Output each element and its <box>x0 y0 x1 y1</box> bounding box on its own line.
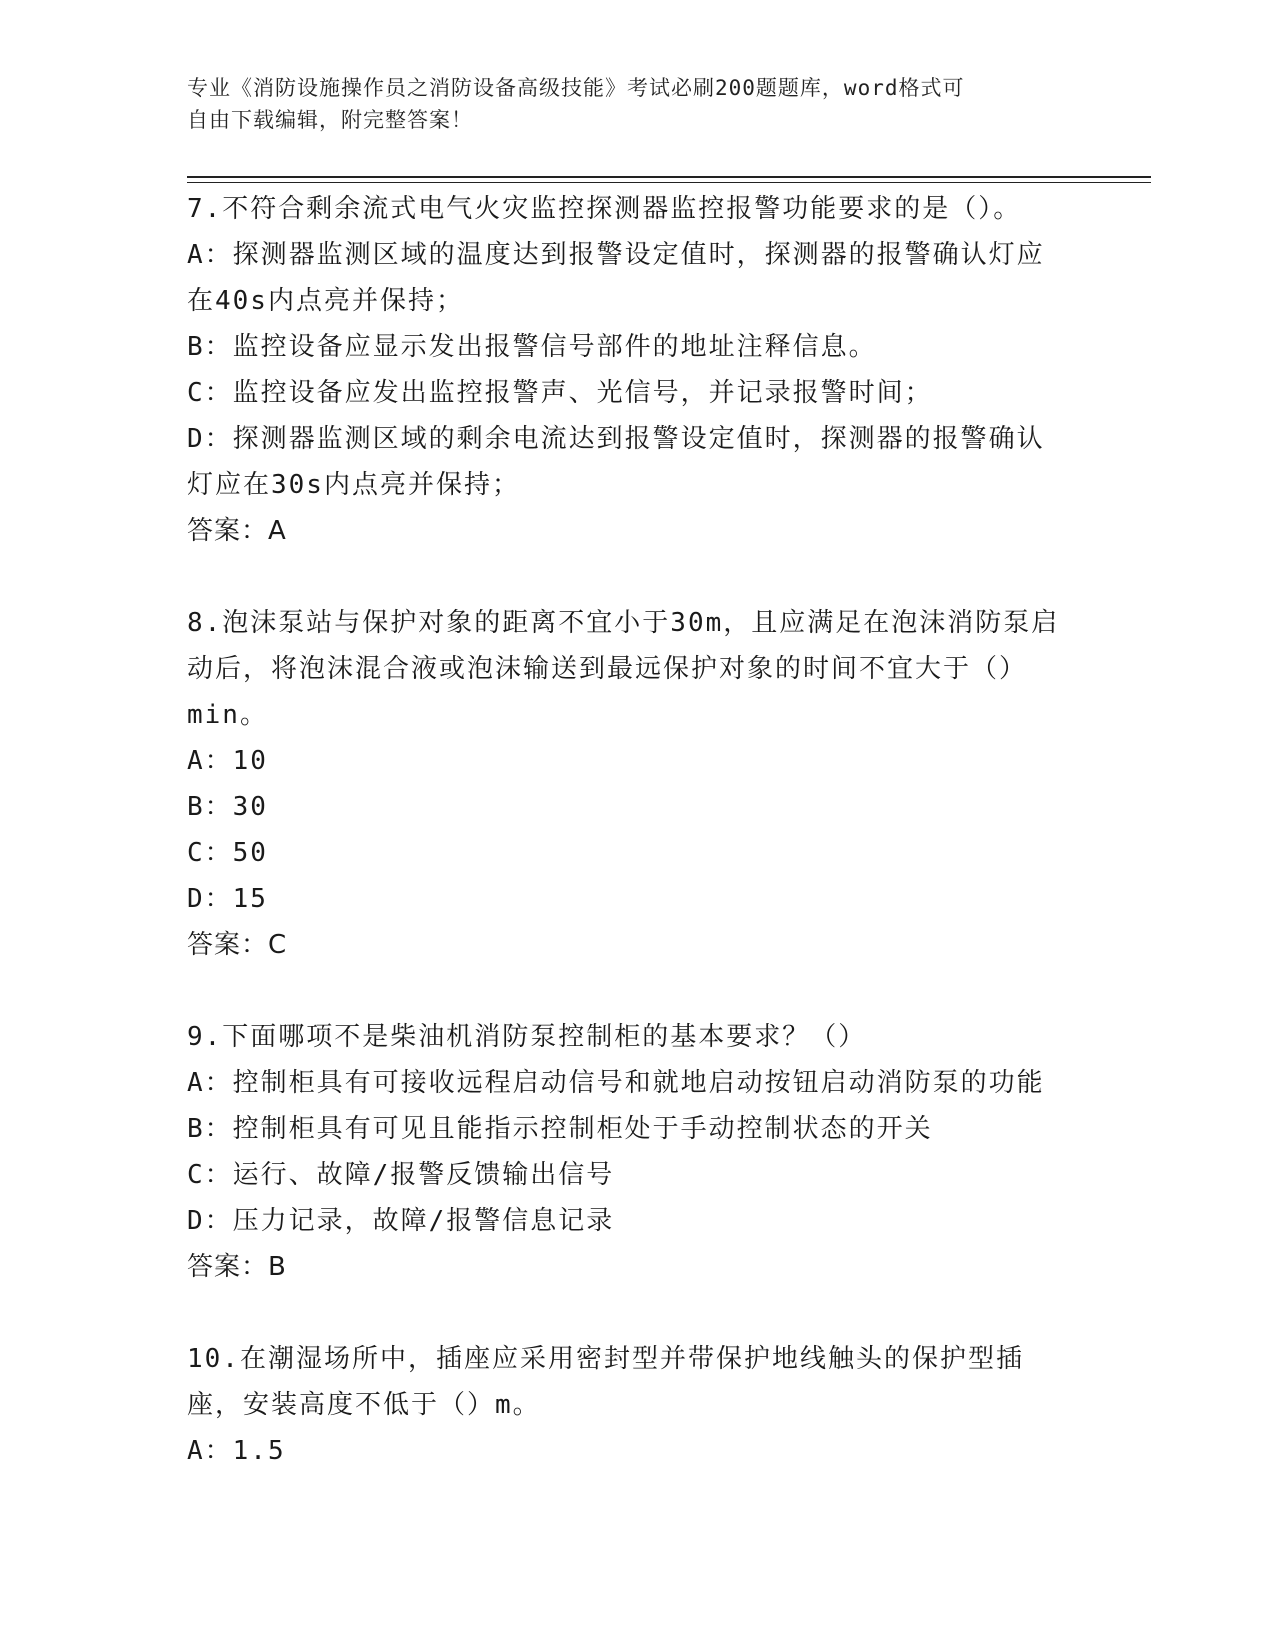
option-c: C：50 <box>187 838 268 868</box>
option-b: B：监控设备应显示发出报警信号部件的地址注释信息。 <box>187 332 877 362</box>
option-d: D：15 <box>187 884 268 914</box>
header-divider-thin <box>187 182 1151 183</box>
option-b: B：控制柜具有可见且能指示控制柜处于手动控制状态的开关 <box>187 1114 933 1144</box>
option-b: B：30 <box>187 792 268 822</box>
question-9 <box>187 1014 1067 1290</box>
option-c: C：监控设备应发出监控报警声、光信号，并记录报警时间； <box>187 378 933 408</box>
option-d: D：压力记录，故障/报警信息记录 <box>187 1206 615 1236</box>
question-text: 7.不符合剩余流式电气火灾监控探测器监控报警功能要求的是（）。 <box>187 194 1022 224</box>
answer: 答案：B <box>187 1252 287 1282</box>
question-text: 8.泡沫泵站与保护对象的距离不宜小于30m，且应满足在泡沫消防泵启动后，将泡沫混合液或泡沫输送到最远保护对象的时间不宜大于（）min。 <box>187 608 1060 730</box>
header-line-2: 自由下载编辑，附完整答案！ <box>187 108 473 132</box>
question-7 <box>187 186 1067 554</box>
document-header <box>187 72 1067 136</box>
option-d: D：探测器监测区域的剩余电流达到报警设定值时，探测器的报警确认灯应在30s内点亮并保持； <box>187 424 1045 500</box>
answer: 答案：A <box>187 516 287 546</box>
option-a: A：1.5 <box>187 1436 286 1466</box>
question-list <box>187 186 1067 1520</box>
question-8 <box>187 600 1067 968</box>
question-10 <box>187 1336 1067 1474</box>
option-a: A：探测器监测区域的温度达到报警设定值时，探测器的报警确认灯应在40s内点亮并保持； <box>187 240 1045 316</box>
option-a: A：10 <box>187 746 268 776</box>
option-c: C：运行、故障/报警反馈输出信号 <box>187 1160 615 1190</box>
answer: 答案：C <box>187 930 288 960</box>
header-line-1: 专业《消防设施操作员之消防设备高级技能》考试必刷200题题库，word格式可 <box>187 76 965 100</box>
header-divider-thick <box>187 176 1151 178</box>
question-text: 9.下面哪项不是柴油机消防泵控制柜的基本要求？（） <box>187 1022 867 1052</box>
option-a: A：控制柜具有可接收远程启动信号和就地启动按钮启动消防泵的功能 <box>187 1068 1045 1098</box>
question-text: 10.在潮湿场所中，插座应采用密封型并带保护地线触头的保护型插座，安装高度不低于（）m。 <box>187 1344 1024 1420</box>
